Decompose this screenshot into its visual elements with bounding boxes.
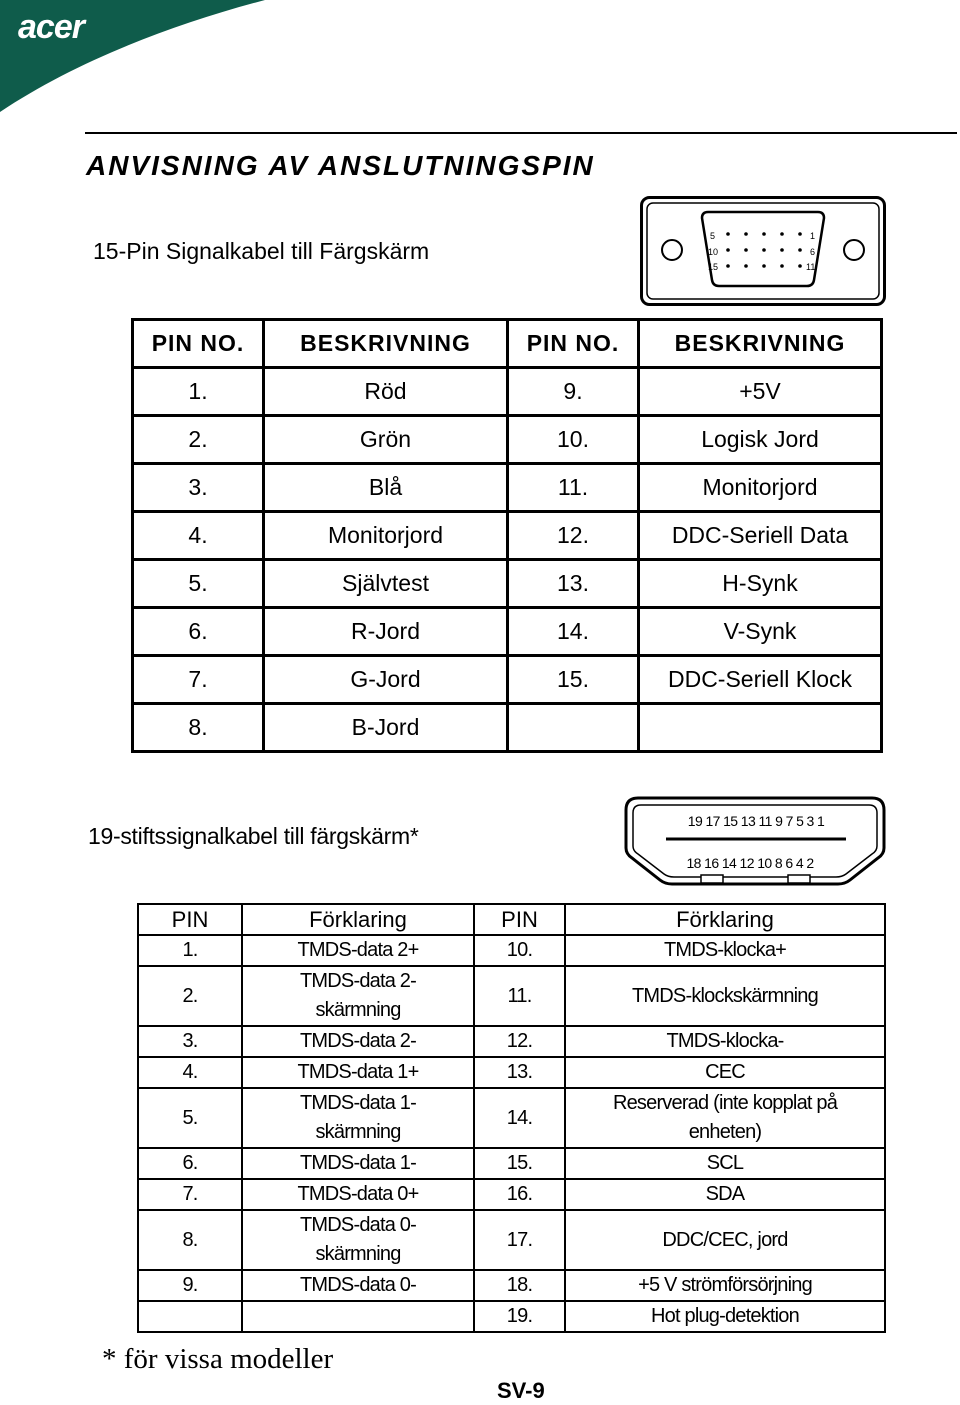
vga-row xyxy=(133,464,882,512)
hdmi-header-pin-a: PIN xyxy=(138,904,242,935)
acer-logo: acer xyxy=(18,8,84,46)
vga-header-desc-b: BESKRIVNING xyxy=(639,320,882,368)
hdmi-cell-pin-b: 12. xyxy=(474,1026,565,1057)
hdmi-pin-label: 4 xyxy=(795,855,804,871)
hdmi-cell-pin-a: 4. xyxy=(138,1057,242,1088)
hdmi-row xyxy=(138,1026,885,1057)
hdmi-cell-pin-a: 5. xyxy=(138,1088,242,1148)
hdmi-cell-desc-b xyxy=(565,966,885,1026)
hdmi-bottom-pin-labels xyxy=(687,855,815,871)
vga-cell-desc-b: Logisk Jord xyxy=(639,416,882,464)
hdmi-pin-label: 8 xyxy=(774,855,783,871)
hdmi-cell-desc-a xyxy=(242,1057,474,1088)
vga-pin-dot xyxy=(798,232,802,236)
hdmi-cell-pin-a: 7. xyxy=(138,1179,242,1210)
vga-connector-diagram xyxy=(640,196,886,306)
hdmi-cell-desc-a xyxy=(242,1148,474,1179)
vga-pin-dot xyxy=(744,264,748,268)
vga-pin-dot xyxy=(780,264,784,268)
hdmi-pin-label: 3 xyxy=(806,813,814,829)
vga-pin-dot xyxy=(762,232,766,236)
hdmi-cell-pin-b: 10. xyxy=(474,935,565,966)
vga-cell-desc-a: Monitorjord xyxy=(264,512,508,560)
hdmi-row xyxy=(138,1148,885,1179)
hdmi-header-pin-b: PIN xyxy=(474,904,565,935)
hdmi-latch-left xyxy=(701,875,723,883)
vga-cell-desc-a: Blå xyxy=(264,464,508,512)
hdmi-pin-label: 18 xyxy=(686,855,701,871)
hdmi-cell-line: TMDS-data 1- xyxy=(300,1152,416,1174)
hdmi-cell-desc-b xyxy=(565,1210,885,1270)
vga-cell-pin-b: 9. xyxy=(508,368,639,416)
hdmi-cell-line: TMDS-data 0- xyxy=(300,1214,416,1236)
hdmi-cell-line: skärmning xyxy=(315,1243,401,1265)
header-rule xyxy=(85,132,957,134)
hdmi-cell-line: TMDS-data 1- xyxy=(300,1092,416,1114)
hdmi-cell-pin-b: 18. xyxy=(474,1270,565,1301)
vga-cell-desc-a: B-Jord xyxy=(264,704,508,752)
vga-cell-pin-b: 10. xyxy=(508,416,639,464)
vga-pin-label-15: 15 xyxy=(708,262,719,272)
vga-cell-pin-b xyxy=(508,704,639,752)
vga-cell-desc-a: Självtest xyxy=(264,560,508,608)
vga-cell-desc-b: DDC-Seriell Klock xyxy=(639,656,882,704)
hdmi-cell-pin-a: 6. xyxy=(138,1148,242,1179)
hdmi-cell-pin-a: 1. xyxy=(138,935,242,966)
vga-pin-dot xyxy=(744,232,748,236)
hdmi-row xyxy=(138,1301,885,1332)
vga-cell-desc-b: V-Synk xyxy=(639,608,882,656)
hdmi-connector-diagram xyxy=(624,796,886,890)
vga-cell-desc-a: G-Jord xyxy=(264,656,508,704)
vga-pin-dot xyxy=(798,264,802,268)
vga-cell-pin-a: 6. xyxy=(133,608,264,656)
hdmi-header-row xyxy=(138,904,885,935)
hdmi-cell-desc-a xyxy=(242,1179,474,1210)
vga-row xyxy=(133,560,882,608)
vga-cell-pin-b: 11. xyxy=(508,464,639,512)
hdmi-pin-label: 1 xyxy=(817,813,825,829)
hdmi-row xyxy=(138,935,885,966)
hdmi-cell-pin-a xyxy=(138,1301,242,1332)
hdmi-pin-label: 7 xyxy=(785,813,793,829)
hdmi-outer-shell xyxy=(626,798,884,884)
vga-pin-label-10: 10 xyxy=(708,247,719,257)
hdmi-cell-line: TMDS-data 0+ xyxy=(297,1183,419,1205)
vga-pin-dot xyxy=(798,248,802,252)
hdmi-pin-label: 11 xyxy=(758,813,772,829)
hdmi-row xyxy=(138,1210,885,1270)
hdmi-latch-right xyxy=(788,875,810,883)
vga-pin-dot xyxy=(780,232,784,236)
vga-header-pin-b: PIN NO. xyxy=(508,320,639,368)
hdmi-header-desc-b: Förklaring xyxy=(565,904,885,935)
vga-pin-table xyxy=(131,318,883,753)
hdmi-cell-pin-a: 2. xyxy=(138,966,242,1026)
hdmi-pin-label: 14 xyxy=(721,855,737,871)
vga-row xyxy=(133,704,882,752)
vga-header-row xyxy=(133,320,882,368)
vga-cell-pin-a: 8. xyxy=(133,704,264,752)
hdmi-cell-line: skärmning xyxy=(315,999,401,1021)
vga-pin-dot xyxy=(726,248,730,252)
vga-pin-dot xyxy=(762,248,766,252)
vga-pin-label-11: 11 xyxy=(806,262,816,272)
vga-pin-label-6: 6 xyxy=(810,247,816,257)
hdmi-cell-line: +5 V strömförsörjning xyxy=(638,1274,812,1296)
hdmi-cell-desc-a xyxy=(242,1270,474,1301)
vga-pin-dot xyxy=(726,264,730,268)
vga-cell-desc-b: H-Synk xyxy=(639,560,882,608)
hdmi-cell-desc-a xyxy=(242,935,474,966)
hdmi-top-pin-labels xyxy=(688,813,825,829)
hdmi-cell-desc-a xyxy=(242,966,474,1026)
vga-header-pin-a: PIN NO. xyxy=(133,320,264,368)
hdmi-pin-label: 6 xyxy=(785,855,793,871)
vga-cell-pin-b: 14. xyxy=(508,608,639,656)
hdmi-row xyxy=(138,966,885,1026)
vga-pin-dot xyxy=(726,232,730,236)
vga-cell-pin-a: 5. xyxy=(133,560,264,608)
hdmi-cell-desc-b xyxy=(565,1270,885,1301)
vga-cell-pin-b: 15. xyxy=(508,656,639,704)
hdmi-cell-line: enheten) xyxy=(688,1121,762,1143)
hdmi-cell-pin-b: 17. xyxy=(474,1210,565,1270)
vga-pin-dot xyxy=(780,248,784,252)
hdmi-cell-desc-b xyxy=(565,1057,885,1088)
hdmi-cell-desc-b xyxy=(565,935,885,966)
hdmi-cell-pin-a: 3. xyxy=(138,1026,242,1057)
vga-cell-desc-a: R-Jord xyxy=(264,608,508,656)
hdmi-cell-desc-b xyxy=(565,1148,885,1179)
vga-cell-desc-a: Röd xyxy=(264,368,508,416)
hdmi-pin-label: 15 xyxy=(723,813,738,829)
hdmi-cell-desc-a xyxy=(242,1301,474,1332)
hdmi-cell-line: SCL xyxy=(706,1152,744,1174)
hdmi-pin-label: 13 xyxy=(740,813,756,829)
hdmi-cell-line: CEC xyxy=(705,1061,745,1083)
hdmi-row xyxy=(138,1270,885,1301)
vga-section-heading: 15-Pin Signalkabel till Färgskärm xyxy=(93,238,430,264)
hdmi-cell-line: TMDS-data 2+ xyxy=(297,939,419,961)
vga-row xyxy=(133,416,882,464)
vga-row xyxy=(133,512,882,560)
vga-cell-pin-b: 13. xyxy=(508,560,639,608)
vga-cell-desc-b: Monitorjord xyxy=(639,464,882,512)
hdmi-cell-desc-b xyxy=(565,1301,885,1332)
vga-pin-label-1: 1 xyxy=(810,231,816,241)
hdmi-cell-pin-b: 15. xyxy=(474,1148,565,1179)
hdmi-section-heading: 19-stiftssignalkabel till färgskärm* xyxy=(88,823,419,849)
hdmi-cell-desc-a xyxy=(242,1026,474,1057)
footnote: * för vissa modeller xyxy=(102,1343,334,1375)
hdmi-cell-pin-b: 16. xyxy=(474,1179,565,1210)
hdmi-cell-line: TMDS-data 1+ xyxy=(297,1061,419,1083)
hdmi-pin-label: 16 xyxy=(704,855,719,871)
hdmi-pin-label: 9 xyxy=(775,813,783,829)
hdmi-header-desc-a: Förklaring xyxy=(242,904,474,935)
hdmi-pin-label: 19 xyxy=(687,813,703,829)
vga-row xyxy=(133,656,882,704)
page-number: SV-9 xyxy=(497,1378,545,1403)
vga-cell-desc-a: Grön xyxy=(264,416,508,464)
vga-cell-pin-a: 4. xyxy=(133,512,264,560)
vga-cell-pin-a: 7. xyxy=(133,656,264,704)
vga-row xyxy=(133,368,882,416)
hdmi-cell-line: TMDS-data 2- xyxy=(300,1030,416,1052)
hdmi-cell-line: TMDS-klocka- xyxy=(666,1030,784,1052)
hdmi-cell-pin-a: 9. xyxy=(138,1270,242,1301)
hdmi-cell-pin-b: 13. xyxy=(474,1057,565,1088)
hdmi-cell-desc-a xyxy=(242,1210,474,1270)
vga-pin-dot xyxy=(744,248,748,252)
vga-cell-desc-b: +5V xyxy=(639,368,882,416)
hdmi-cell-line: Hot plug-detektion xyxy=(651,1305,799,1327)
hdmi-pin-table xyxy=(137,903,886,1333)
hdmi-cell-pin-b: 14. xyxy=(474,1088,565,1148)
hdmi-pin-label: 10 xyxy=(757,855,772,871)
hdmi-pin-label: 12 xyxy=(739,855,754,871)
vga-row xyxy=(133,608,882,656)
hdmi-pin-label: 17 xyxy=(705,813,720,829)
hdmi-cell-line: TMDS-data 2- xyxy=(300,970,416,992)
vga-cell-pin-a: 3. xyxy=(133,464,264,512)
hdmi-cell-desc-b xyxy=(565,1179,885,1210)
hdmi-cell-line: Reserverad (inte kopplat på xyxy=(612,1092,838,1114)
vga-cell-desc-b: DDC-Seriell Data xyxy=(639,512,882,560)
vga-cell-pin-a: 1. xyxy=(133,368,264,416)
vga-pin-label-5: 5 xyxy=(710,231,716,241)
hdmi-cell-pin-b: 11. xyxy=(474,966,565,1026)
hdmi-cell-line: TMDS-data 0- xyxy=(300,1274,416,1296)
hdmi-pin-label: 5 xyxy=(796,813,804,829)
hdmi-row xyxy=(138,1057,885,1088)
hdmi-cell-line: DDC/CEC, jord xyxy=(662,1228,788,1251)
vga-cell-pin-a: 2. xyxy=(133,416,264,464)
hdmi-cell-desc-b xyxy=(565,1088,885,1148)
vga-cell-desc-b xyxy=(639,704,882,752)
hdmi-pin-label: 2 xyxy=(806,855,814,871)
hdmi-cell-line: TMDS-klocka+ xyxy=(663,939,787,961)
hdmi-row xyxy=(138,1088,885,1148)
hdmi-cell-line: SDA xyxy=(705,1183,745,1205)
page-title: ANVISNING AV ANSLUTNINGSPIN xyxy=(86,150,595,181)
hdmi-cell-line: skärmning xyxy=(315,1121,401,1143)
hdmi-cell-desc-b xyxy=(565,1026,885,1057)
hdmi-cell-desc-a xyxy=(242,1088,474,1148)
vga-header-desc-a: BESKRIVNING xyxy=(264,320,508,368)
vga-pin-dot xyxy=(762,264,766,268)
vga-cell-pin-b: 12. xyxy=(508,512,639,560)
hdmi-cell-pin-a: 8. xyxy=(138,1210,242,1270)
hdmi-cell-line: TMDS-klockskärmning xyxy=(632,984,818,1007)
hdmi-row xyxy=(138,1179,885,1210)
hdmi-cell-pin-b: 19. xyxy=(474,1301,565,1332)
